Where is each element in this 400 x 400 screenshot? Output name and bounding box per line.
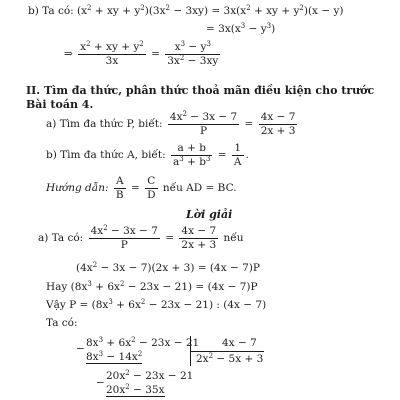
division-subtrahend-2: $20x^2 - 35x$ xyxy=(106,383,165,396)
solution-title: Lời giải xyxy=(186,208,233,221)
partb-line2: = $3x(x^3 - y^3)$ xyxy=(206,22,276,35)
section-heading: II. Tìm đa thức, phân thức thoả mãn điều kiện cho trước xyxy=(26,84,375,97)
fraction-left: $\frac{x^2 + xy + y^2}{3x}$ xyxy=(80,40,144,67)
partb-line1: b) Ta có: ($x^2$ + xy + $y^2)(3x^2 - 3xy) = 3x(x^2$ + xy + $y^2)(x - y)$ xyxy=(28,4,344,17)
partb-conclusion: ⇒ $\frac{x^2 + xy + y^2}{3x}$ = $\frac{x^3 - y^3}{3x^2 - 3xy}$ xyxy=(64,40,219,67)
division-remainder-1: $20x^2 - 23x - 21$ xyxy=(106,369,194,382)
taco-label: Ta có: xyxy=(46,317,78,329)
divisor: 4x − 7 xyxy=(222,337,257,349)
division-minus-1: − xyxy=(76,343,85,355)
dividend: $8x^3 + 6x^2 - 23x - 21$ xyxy=(86,336,200,349)
solution-step3: Vậy $P = (8x^3 + 6x^2 - 23x - 21)$ : (4x − 7) xyxy=(46,298,267,311)
division-minus-2: − xyxy=(96,377,105,389)
division-bracket-horizontal xyxy=(190,351,264,352)
solution-step1: $(4x^2 - 3x - 7)(2x + 3) = (4x - 7)P$ xyxy=(76,261,260,274)
question-a: a) Tìm đa thức P, biết: $\frac{4x^2 - 3x - 7}{P}$ = $\frac{4x - 7}{2x + 3}$ xyxy=(46,110,296,137)
question-b: b) Tìm đa thức A, biết: $\frac{a + b}{a^3 + b^3}$ = $\frac{1}{A}$ . xyxy=(46,142,249,168)
solution-a-start: a) Ta có: $\frac{4x^2 - 3x - 7}{P}$ = $\frac{4x - 7}{2x + 3}$ nếu xyxy=(38,224,244,251)
fraction-right: $\frac{x^3 - y^3}{3x^2 - 3xy}$ xyxy=(167,40,219,67)
division-subtrahend-1: $8x^3 - 14x^2$ xyxy=(86,350,143,363)
problem-heading: Bài toán 4. xyxy=(26,98,94,111)
hint: Hướng dẫn: $\frac{A}{B}$ = $\frac{C}{D}$ nếu AD = BC. xyxy=(46,175,237,201)
solution-step2: Hay $(8x^3 + 6x^2 - 23x - 21) = (4x - 7)P$ xyxy=(46,280,258,293)
quotient: $2x^2 - 5x + 3$ xyxy=(196,352,264,365)
